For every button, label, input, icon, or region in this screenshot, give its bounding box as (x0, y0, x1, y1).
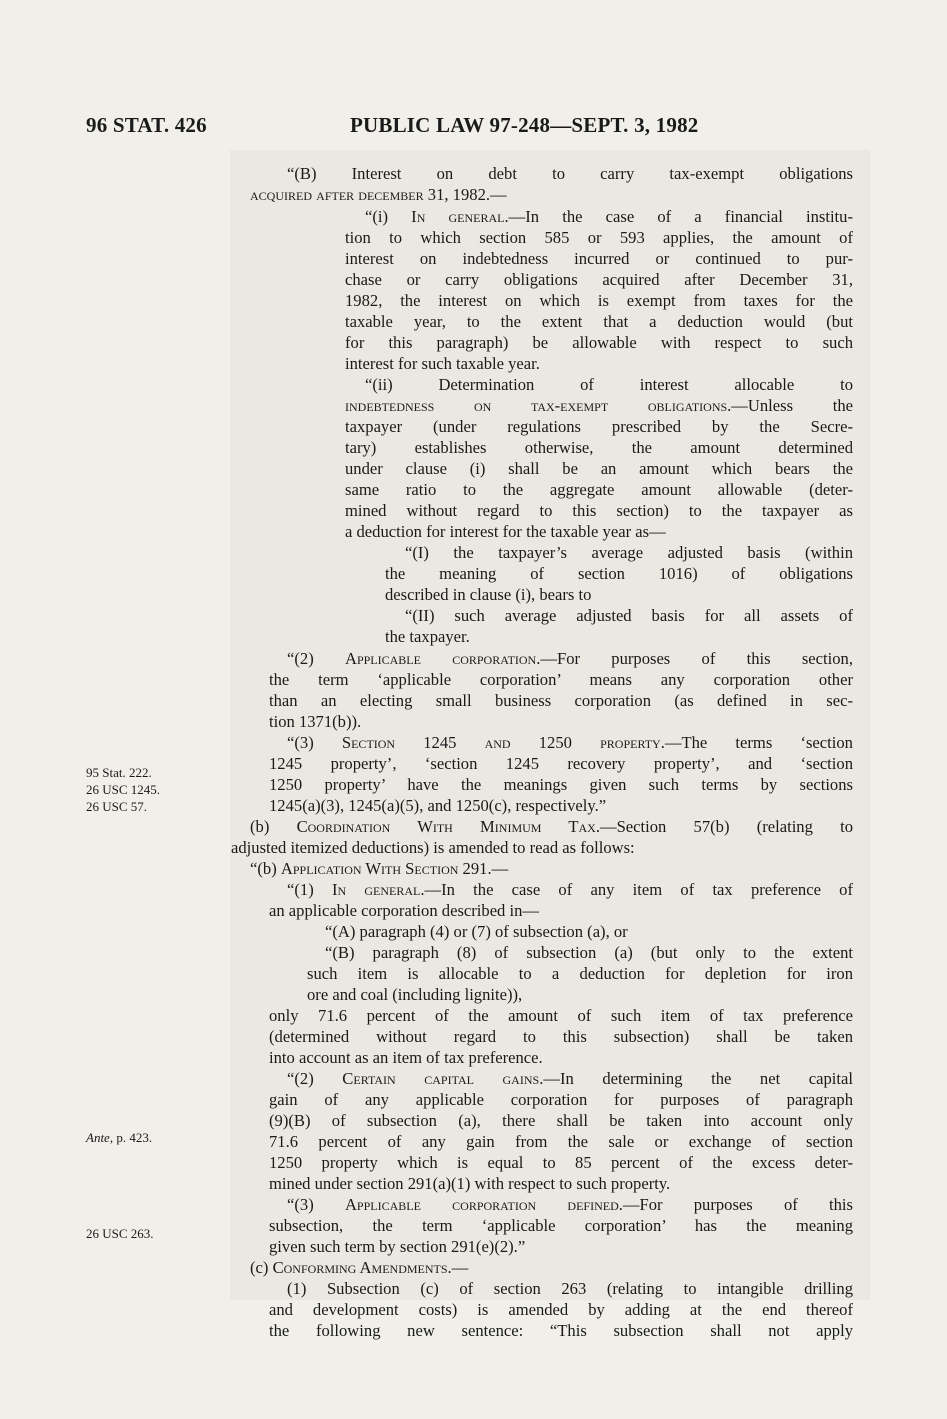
text-line: “(II) such average adjusted basis for all assets of (405, 606, 853, 625)
text-line: “(2) Certain capital gains.—In determining the net capital (287, 1069, 853, 1088)
text-line: “(3) Section 1245 and 1250 property.—The terms ‘section (287, 733, 853, 752)
text-line: “(A) paragraph (4) or (7) of subsection (a), or (325, 922, 628, 941)
text-line: subsection, the term ‘applicable corporation’ has the meaning (269, 1216, 853, 1235)
text-line: for this paragraph) be allowable with respect to such (345, 333, 853, 352)
text-line: taxable year, to the extent that a deduction would (but (345, 312, 853, 331)
text-line: “(b) Application With Section 291.— (250, 859, 509, 878)
text-line: tion to which section 585 or 593 applies, the amount of (345, 228, 853, 247)
text-line: indebtedness on tax-exempt obligations.—Unless the (345, 396, 853, 415)
text-line: 1250 property which is equal to 85 percent of the excess deter- (269, 1153, 853, 1172)
text-line: “(I) the taxpayer’s average adjusted basis (within (405, 543, 853, 562)
margin-note-26-usc-263: 26 USC 263. (86, 1226, 154, 1241)
text-line: (determined without regard to this subsection) shall be taken (269, 1027, 853, 1046)
run-in-heading: Coordination With Minimum Tax.— (296, 817, 617, 836)
text-line: 1982, the interest on which is exempt from taxes for the (345, 291, 853, 310)
text-line: “(2) Applicable corporation.—For purposes of this section, (287, 649, 853, 668)
text-line: into account as an item of tax preference. (269, 1048, 543, 1067)
run-in-heading: In general.— (411, 207, 526, 226)
text-line: “(1) In general.—In the case of any item of tax preference of (287, 880, 853, 899)
run-in-heading: Applicable corporation defined.— (344, 1195, 640, 1214)
text-line: taxpayer (under regulations prescribed by the Secre- (345, 417, 853, 436)
stat-reference: 96 STAT. 426 (86, 113, 207, 137)
text-line: “(ii) Determination of interest allocable to (365, 375, 853, 394)
text-line: the following new sentence: “This subsection shall not apply (269, 1321, 853, 1340)
law-title: PUBLIC LAW 97-248—SEPT. 3, 1982 (350, 113, 699, 137)
text-line: described in clause (i), bears to (385, 585, 592, 604)
text-line: 71.6 percent of any gain from the sale or exchange of section (269, 1132, 853, 1151)
text-line: “(i) In general.—In the case of a financial institu- (365, 207, 853, 226)
text-line: same ratio to the aggregate amount allowable (deter- (345, 480, 853, 499)
run-in-heading: Conforming Amendments.— (272, 1258, 469, 1277)
text-line: (1) Subsection (c) of section 263 (relating to intangible drilling (287, 1279, 853, 1298)
text-line: ore and coal (including lignite)), (307, 985, 523, 1004)
text-line: interest on indebtedness incurred or continued to pur- (345, 249, 853, 268)
run-in-heading: In general.— (331, 880, 442, 899)
run-in-heading: Section 1245 and 1250 property.— (341, 733, 682, 752)
text-line: the taxpayer. (385, 627, 470, 646)
text-line: than an electing small business corporation (as defined in sec- (269, 691, 853, 710)
margin-note-95-stat: 95 Stat. 222. (86, 765, 152, 780)
text-line: such item is allocable to a deduction for depletion for iron (307, 964, 853, 983)
text-line: under clause (i) shall be an amount which bears the (345, 459, 853, 478)
text-line: tion 1371(b)). (269, 712, 362, 731)
run-in-heading: Applicable corporation.— (344, 649, 557, 668)
text-line: mined under section 291(a)(1) with respect to such property. (269, 1174, 671, 1193)
text-line: only 71.6 percent of the amount of such item of tax preference (269, 1006, 853, 1025)
text-line: (b) Coordination With Minimum Tax.—Section 57(b) (relating to (250, 817, 854, 836)
text-line: mined without regard to this section) to the taxpayer as (345, 501, 853, 520)
run-in-heading: Certain capital gains.— (342, 1069, 560, 1088)
text-line: a deduction for interest for the taxable year as— (345, 522, 666, 541)
text-line: the term ‘applicable corporation’ means any corporation other (269, 670, 853, 689)
text-line: tary) establishes otherwise, the amount determined (345, 438, 853, 457)
text-line: and development costs) is amended by adding at the end thereof (269, 1300, 853, 1319)
text-line: (c) Conforming Amendments.— (250, 1258, 469, 1277)
margin-note-ante (86, 1129, 152, 1146)
margin-note-ante-rest: p. 423. (113, 1130, 153, 1145)
text-line: interest for such taxable year. (345, 354, 540, 373)
text-line: given such term by section 291(e)(2).” (269, 1237, 526, 1256)
text-line: (9)(B) of subsection (a), there shall be taken into account only (269, 1111, 853, 1130)
margin-note-26-usc-57: 26 USC 57. (86, 799, 148, 814)
text-line: chase or carry obligations acquired after December 31, (345, 270, 853, 289)
text-line: an applicable corporation described in— (269, 901, 540, 920)
text-line: “(B) Interest on debt to carry tax-exempt obligations (287, 164, 853, 183)
text-line: 1245(a)(3), 1245(a)(5), and 1250(c), respectively.” (269, 796, 607, 815)
text-line: adjusted itemized deductions) is amended to read as follows: (231, 838, 635, 857)
run-in-heading: acquired after december 31, 1982.— (250, 185, 507, 204)
text-line: gain of any applicable corporation for purposes of paragraph (269, 1090, 853, 1109)
run-in-heading: Application With Section 291.— (280, 859, 509, 878)
text-line: “(3) Applicable corporation defined.—For purposes of this (287, 1195, 853, 1214)
margin-note-26-usc-1245: 26 USC 1245. (86, 782, 161, 797)
text-line (250, 184, 853, 205)
text-line: 1250 property’ have the meanings given such terms by sections (269, 775, 853, 794)
text-line: 1245 property’, ‘section 1245 recovery property’, and ‘section (269, 754, 853, 773)
text-line: “(B) paragraph (8) of subsection (a) (but only to the extent (325, 943, 853, 962)
text-line: the meaning of section 1016) of obligations (385, 564, 853, 583)
run-in-heading: indebtedness on tax-exempt obligations.— (345, 396, 748, 415)
margin-note-ante-italic: Ante, (86, 1130, 114, 1145)
